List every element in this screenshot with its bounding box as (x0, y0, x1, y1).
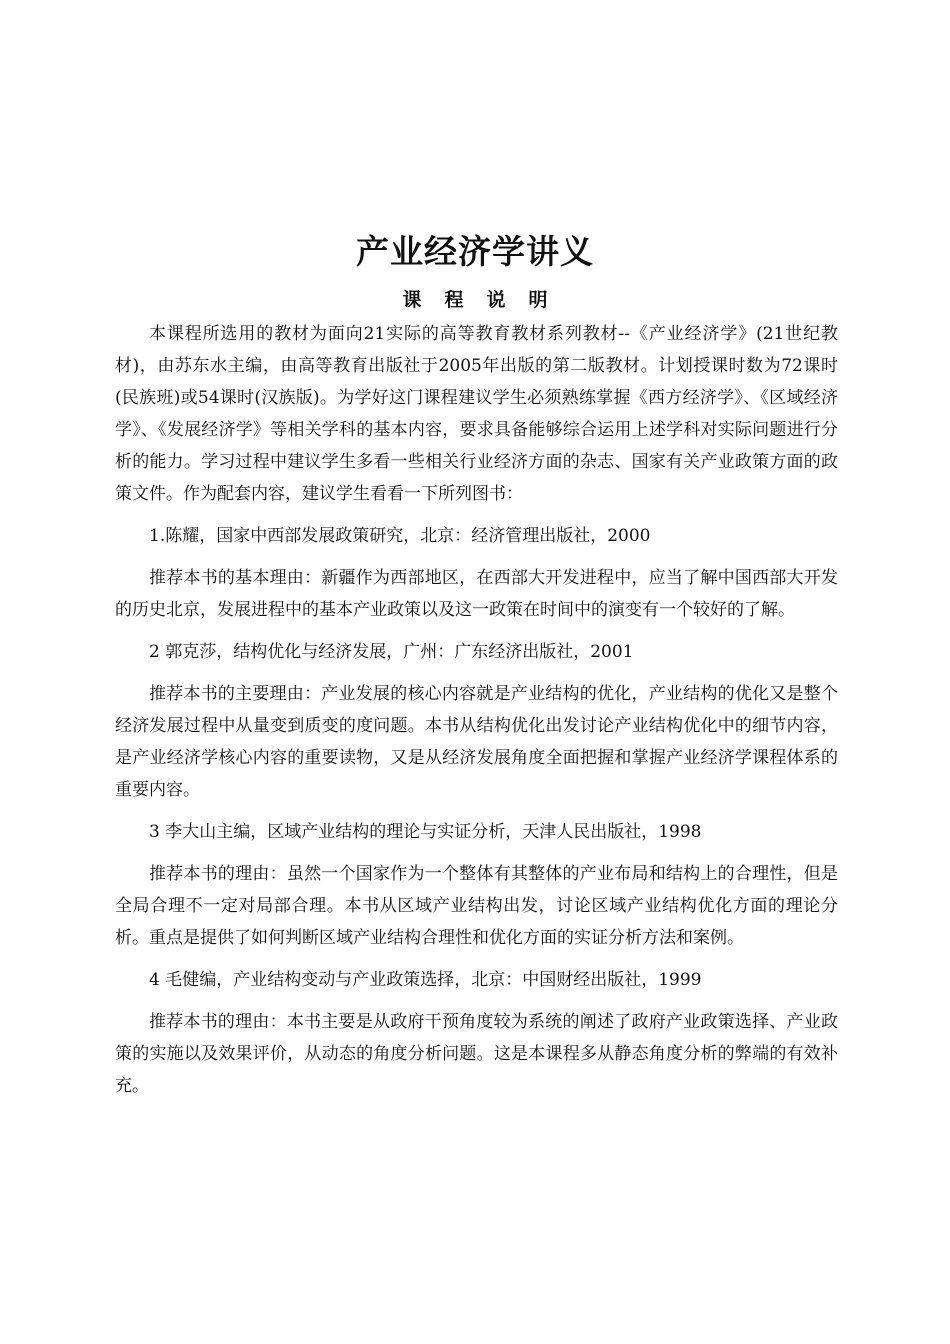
section-title: 课程说明 (402, 289, 571, 311)
reference-reason-1: 推荐本书的基本理由：新疆作为西部地区，在西部大开发进程中，应当了解中国西部大开发的历史北京，发展进程中的基本产业政策以及这一政策在时间中的演变有一个较好的了解。 (115, 568, 838, 620)
reference-item-4: 4 毛健编，产业结构变动与产业政策选择，北京：中国财经出版社，1999 (149, 970, 702, 990)
reference-item-2: 2 郭克莎，结构优化与经济发展，广州：广东经济出版社，2001 (149, 642, 634, 662)
document-title: 产业经济学讲义 (356, 232, 594, 271)
reference-item-3: 3 李大山主编，区域产业结构的理论与实证分析，天津人民出版社，1998 (149, 822, 702, 842)
reference-item-1: 1.陈耀，国家中西部发展政策研究，北京：经济管理出版社，2000 (149, 526, 651, 546)
reference-reason-3: 推荐本书的理由：虽然一个国家作为一个整体有其整体的产业布局和结构上的合理性，但是全局合理不一定对局部合理。本书从区域产业结构出发，讨论区域产业结构优化方面的理论分析。重点是提供了如何判断区域产业结构合理性和优化方面的实证分析方法和案例。 (115, 864, 838, 948)
intro-paragraph: 本课程所选用的教材为面向21实际的高等教育教材系列教材--《产业经济学》(21世纪教材)，由苏东水主编，由高等教育出版社于2005年出版的第二版教材。计划授课时数为72课时(民族班)或54课时(汉族版)。为学好这门课程建议学生必须熟练掌握《西方经济学》、《区域经济学》、《发展经济学》等相关学科的基本内容，要求具备能够综合运用上述学科对实际问题进行分析的能力。学习过程中建议学生多看一些相关行业经济方面的杂志、国家有关产业政策方面的政策文件。作为配套内容，建议学生看看一下所列图书： (115, 324, 838, 504)
document-body (115, 318, 838, 1112)
reference-reason-4: 推荐本书的理由：本书主要是从政府干预角度较为系统的阐述了政府产业政策选择、产业政策的实施以及效果评价，从动态的角度分析问题。这是本课程多从静态角度分析的弊端的有效补充。 (115, 1012, 838, 1096)
reference-reason-2: 推荐本书的主要理由：产业发展的核心内容就是产业结构的优化，产业结构的优化又是整个经济发展过程中从量变到质变的度问题。本书从结构优化出发讨论产业结构优化中的细节内容，是产业经济学核心内容的重要读物，又是从经济发展角度全面把握和掌握产业经济学课程体系的重要内容。 (115, 684, 838, 800)
